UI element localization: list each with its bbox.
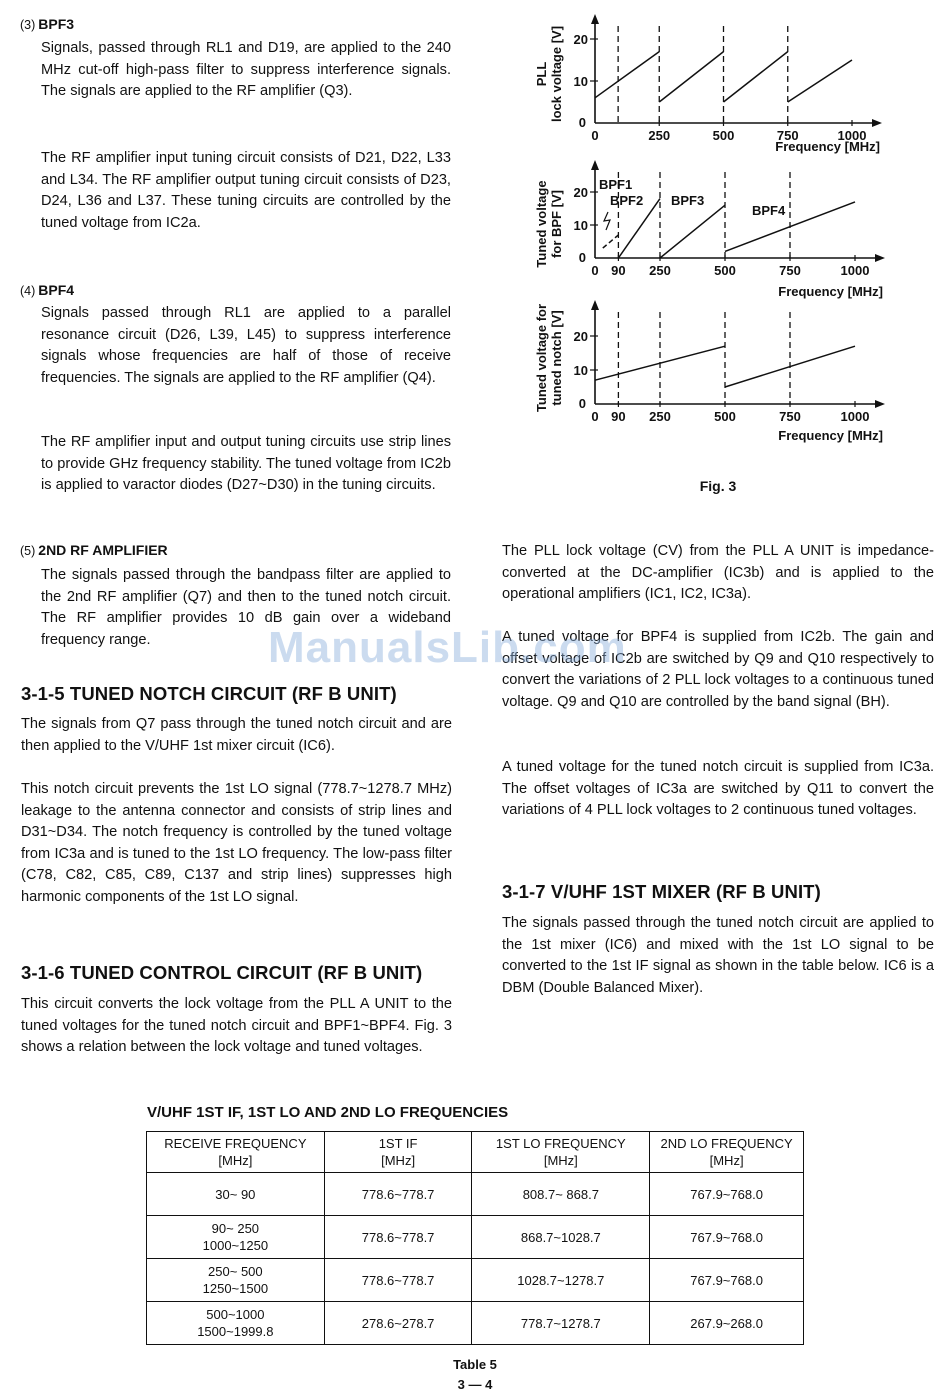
x-tick-label: 1000 [840,409,870,424]
table-cell: 778.6~778.7 [324,1173,472,1216]
table-row [147,1259,804,1302]
x-tick-label: 250 [648,128,671,143]
fig3-charts [528,8,900,448]
section-3-1-7-title: 3-1-7 V/UHF 1ST MIXER (RF B UNIT) [502,881,821,902]
bpf3-paragraph-2: The RF amplifier input tuning circuit consists of D21, D22, L33 and L34. The RF amplifier output tuning circuit consists of D23, D24, L36 and L37. These tuning circuits are controlled by the tuned voltage from IC2a. [41,150,451,231]
table-cell: 778.6~778.7 [324,1259,472,1302]
table-cell: 90~ 250 1000~1250 [147,1216,325,1259]
y-tick-label: 0 [578,396,586,411]
rf2-paragraph-1: The signals passed through the bandpass filter are applied to the 2nd RF amplifier (Q7) and then to the tuned notch circuit. The RF amplifier provides 10 dB gain over a wideband frequency range. [41,567,451,648]
page-number: 3 — 4 [457,1377,493,1392]
y-tick-label: 20 [573,32,588,47]
table-cell: 778.7~1278.7 [472,1302,650,1345]
y-axis-label: for BPF [V] [549,190,564,258]
x-axis-label: Frequency [MHz] [775,139,880,154]
x-tick-label: 1000 [837,128,867,143]
x-tick-label: 750 [779,409,801,424]
y-tick-label: 10 [573,74,588,89]
x-tick-label: 0 [591,128,599,143]
x-axis-label: Frequency [MHz] [778,428,883,443]
table-cell: 767.9~768.0 [650,1216,804,1259]
x-tick-label: 250 [649,263,671,278]
table-cell: 868.7~1028.7 [472,1216,650,1259]
table-header-row [147,1132,804,1173]
x-tick-label: 90 [611,409,626,424]
table-row [147,1302,804,1345]
x-tick-label: 90 [611,263,626,278]
bpf4-heading: (4) BPF4 [20,282,75,298]
table-cell: 278.6~278.7 [324,1302,472,1345]
table-title: V/UHF 1ST IF, 1ST LO AND 2ND LO FREQUENCIES [147,1104,509,1121]
table-cell: 767.9~768.0 [650,1173,804,1216]
right-paragraph-1: The PLL lock voltage (CV) from the PLL A UNIT is impedance-converted at the DC-amplifier (IC3b) and is applied to the operational amplifiers (IC1, IC2, IC3a). [502,543,934,603]
bpf4-paragraph-2: The RF amplifier input and output tuning circuits use strip lines to provide GHz frequency stability. The tuned voltage from IC2b is applied to varactor diodes (D27~D30) in the tuning circuits. [41,434,451,494]
right-paragraph-3: A tuned voltage for the tuned notch circuit is supplied from IC3a. The offset voltages of IC3a are switched by Q11 to convert the variations of 4 PLL lock voltages to 2 continuous tuned voltages. [502,759,934,819]
x-axis-arrow [875,254,885,262]
x-axis-label: Frequency [MHz] [778,284,883,299]
y-axis-arrow [591,300,599,310]
table-cell: 500~1000 1500~1999.8 [147,1302,325,1345]
x-tick-label: 0 [591,409,599,424]
frequency-table [146,1131,804,1345]
figure-caption: Fig. 3 [699,478,737,494]
bpf-label-bpf2: BPF2 [610,193,644,208]
y-axis-label: tuned notch [V] [549,310,564,406]
table-row [147,1216,804,1259]
section-3-1-7-paragraph-1: The signals passed through the tuned notch circuit are applied to the 1st mixer (IC6) and mixed with the 1st LO signal to be converted to the 1st IF signal as shown in the table below. IC6 is a DBM (Double Balanced Mixer). [502,915,934,996]
x-tick-label: 500 [714,409,736,424]
x-tick-label: 750 [779,263,801,278]
table-row [147,1173,804,1216]
y-axis-label: Tuned voltage for [534,303,549,413]
table-cell: 30~ 90 [147,1173,325,1216]
x-tick-label: 750 [776,128,799,143]
y-tick-label: 0 [578,250,586,265]
rf2-heading: (5) 2ND RF AMPLIFIER [20,542,168,558]
bpf4-paragraph-1: Signals passed through RL1 are applied to a parallel resonance circuit (D26, L39, L45) to suppress interference signals whose frequencies are half of those of receive frequencies. The signals are applied to the RF amplifier (Q4). [41,305,451,386]
series-line [788,60,852,102]
section-3-1-5-paragraph-2: This notch circuit prevents the 1st LO signal (778.7~1278.7 MHz) leakage to the antenna connector and consists of strip lines and D31~D34. The notch frequency is controlled by the tuned voltage from IC3a and is tuned to the 1st LO frequency. The low-pass filter (C78, C82, C85, C89, C137 and strip lines) suppresses high harmonic components of the 1st LO signal. [21,781,452,905]
table-cell: 250~ 500 1250~1500 [147,1259,325,1302]
table-cell: 778.6~778.7 [324,1216,472,1259]
x-axis-arrow [875,400,885,408]
y-axis-arrow [591,160,599,170]
x-tick-label: 1000 [840,263,870,278]
header-1st-if: 1ST IF [MHz] [324,1132,472,1173]
bpf-label-bpf3: BPF3 [671,193,705,208]
table-caption: Table 5 [453,1357,497,1372]
bpf1-pointer [604,212,610,230]
header-2nd-lo-frequency: 2ND LO FREQUENCY [MHz] [650,1132,804,1173]
table-cell: 767.9~768.0 [650,1259,804,1302]
bpf3-heading: (3) BPF3 [20,16,75,32]
x-tick-label: 500 [712,128,735,143]
y-tick-label: 10 [573,218,588,233]
bpf-label-bpf4: BPF4 [752,203,786,218]
series-line [595,52,659,98]
header-receive-frequency: RECEIVE FREQUENCY [MHz] [147,1132,325,1173]
y-axis-label: lock voltage [V] [549,25,564,123]
section-3-1-5-title: 3-1-5 TUNED NOTCH CIRCUIT (RF B UNIT) [21,683,397,704]
bpf-label-bpf1: BPF1 [599,177,633,192]
y-tick-label: 10 [573,363,588,378]
y-tick-label: 20 [573,329,588,344]
header-1st-lo-frequency: 1ST LO FREQUENCY [MHz] [472,1132,650,1173]
y-axis-arrow [591,14,599,24]
y-axis-label: PLL [534,61,549,87]
section-3-1-5-paragraph-1: The signals from Q7 pass through the tuned notch circuit and are then applied to the V/UHF 1st mixer circuit (IC6). [21,716,452,754]
y-tick-label: 20 [573,185,588,200]
watermark: ManualsLib.com [268,623,627,672]
y-axis-label: Tuned voltage [534,180,549,268]
x-axis-arrow [872,119,882,127]
right-paragraph-2: A tuned voltage for BPF4 is supplied from IC2b. The gain and offset voltage of IC2b are switched by Q9 and Q10 respectively to convert the variations of 2 PLL lock voltages to a continuous tuned voltage. Q9 and Q10 are controlled by the band signal (BH). [502,629,934,710]
table-cell: 1028.7~1278.7 [472,1259,650,1302]
series-line-bpf3 [660,205,725,258]
y-tick-label: 0 [578,115,586,130]
section-3-1-6-title: 3-1-6 TUNED CONTROL CIRCUIT (RF B UNIT) [21,962,423,983]
table-cell: 267.9~268.0 [650,1302,804,1345]
x-tick-label: 250 [649,409,671,424]
bpf3-paragraph-1: Signals, passed through RL1 and D19, are applied to the 240 MHz cut-off high-pass filter to suppress interference signals. The signals are applied to the RF amplifier (Q3). [41,40,451,100]
x-tick-label: 0 [591,263,599,278]
series-line [724,52,788,102]
table-cell: 808.7~ 868.7 [472,1173,650,1216]
series-line [659,52,723,102]
x-tick-label: 500 [714,263,736,278]
section-3-1-6-paragraph-1: This circuit converts the lock voltage from the PLL A UNIT to the tuned voltages for the tuned notch circuit and BPF1~BPF4. Fig. 3 shows a relation between the lock voltage and tuned voltages. [21,996,452,1056]
series-line-bpf1 [603,235,619,248]
